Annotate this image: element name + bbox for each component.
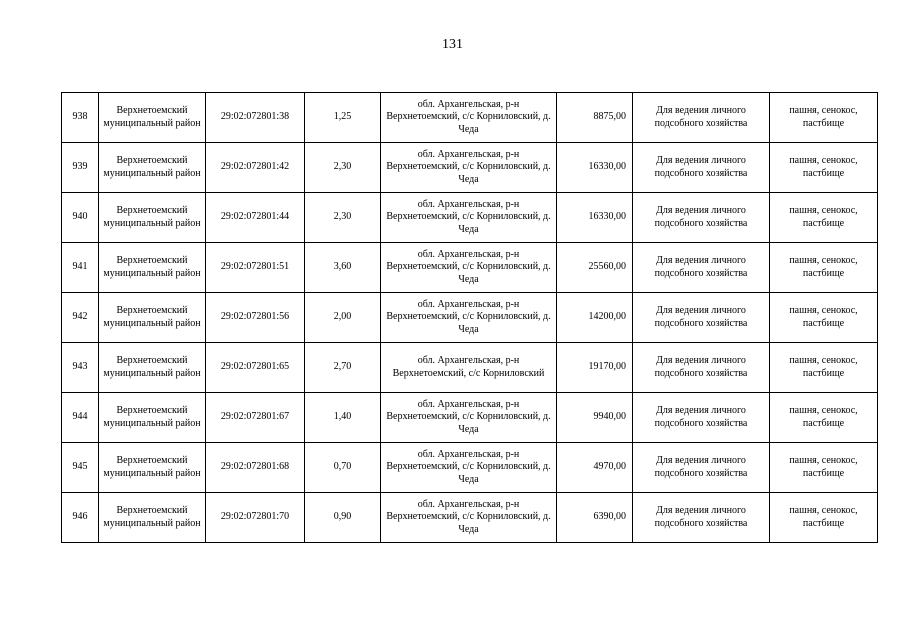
row-number-cell: 942 [62, 293, 99, 343]
district-cell: Верхнетоемский муниципальный район [99, 93, 206, 143]
address-cell: обл. Архангельская, р-н Верхнетоемский, с/с Корниловский, д. Чеда [381, 293, 557, 343]
table-row [62, 143, 878, 193]
district-cell: Верхнетоемский муниципальный район [99, 443, 206, 493]
area-cell: 1,25 [305, 93, 381, 143]
cadastral-value-cell: 6390,00 [557, 493, 633, 543]
land-category-cell: пашня, сенокос, пастбище [770, 93, 878, 143]
row-number-cell: 939 [62, 143, 99, 193]
table-row [62, 343, 878, 393]
land-category-cell: пашня, сенокос, пастбище [770, 293, 878, 343]
cadastral-value-cell: 25560,00 [557, 243, 633, 293]
cadastral-value-cell: 4970,00 [557, 443, 633, 493]
address-cell: обл. Архангельская, р-н Верхнетоемский, с/с Корниловский, д. Чеда [381, 393, 557, 443]
land-category-cell: пашня, сенокос, пастбище [770, 493, 878, 543]
page-number: 131 [442, 37, 463, 52]
area-cell: 2,70 [305, 343, 381, 393]
cadastral-value-cell: 14200,00 [557, 293, 633, 343]
area-cell: 2,30 [305, 193, 381, 243]
table-row [62, 243, 878, 293]
cadastral-number-cell: 29:02:072801:70 [206, 493, 305, 543]
table-body [62, 93, 878, 543]
address-cell: обл. Архангельская, р-н Верхнетоемский, с/с Корниловский, д. Чеда [381, 243, 557, 293]
address-cell: обл. Архангельская, р-н Верхнетоемский, с/с Корниловский, д. Чеда [381, 443, 557, 493]
cadastral-value-cell: 16330,00 [557, 143, 633, 193]
district-cell: Верхнетоемский муниципальный район [99, 293, 206, 343]
cadastral-number-cell: 29:02:072801:38 [206, 93, 305, 143]
cadastral-number-cell: 29:02:072801:44 [206, 193, 305, 243]
address-cell: обл. Архангельская, р-н Верхнетоемский, с/с Корниловский, д. Чеда [381, 193, 557, 243]
cadastral-value-cell: 19170,00 [557, 343, 633, 393]
row-number-cell: 945 [62, 443, 99, 493]
table-row [62, 493, 878, 543]
land-category-cell: пашня, сенокос, пастбище [770, 243, 878, 293]
permitted-use-cell: Для ведения личного подсобного хозяйства [633, 493, 770, 543]
land-category-cell: пашня, сенокос, пастбище [770, 193, 878, 243]
address-cell: обл. Архангельская, р-н Верхнетоемский, с/с Корниловский, д. Чеда [381, 93, 557, 143]
permitted-use-cell: Для ведения личного подсобного хозяйства [633, 393, 770, 443]
permitted-use-cell: Для ведения личного подсобного хозяйства [633, 243, 770, 293]
permitted-use-cell: Для ведения личного подсобного хозяйства [633, 293, 770, 343]
land-category-cell: пашня, сенокос, пастбище [770, 393, 878, 443]
cadastral-value-cell: 8875,00 [557, 93, 633, 143]
table-row [62, 393, 878, 443]
land-category-cell: пашня, сенокос, пастбище [770, 443, 878, 493]
area-cell: 0,90 [305, 493, 381, 543]
permitted-use-cell: Для ведения личного подсобного хозяйства [633, 443, 770, 493]
table-row [62, 293, 878, 343]
row-number-cell: 941 [62, 243, 99, 293]
cadastral-number-cell: 29:02:072801:51 [206, 243, 305, 293]
cadastral-number-cell: 29:02:072801:67 [206, 393, 305, 443]
district-cell: Верхнетоемский муниципальный район [99, 343, 206, 393]
table-row [62, 93, 878, 143]
area-cell: 2,00 [305, 293, 381, 343]
permitted-use-cell: Для ведения личного подсобного хозяйства [633, 193, 770, 243]
cadastral-number-cell: 29:02:072801:65 [206, 343, 305, 393]
permitted-use-cell: Для ведения личного подсобного хозяйства [633, 343, 770, 393]
land-category-cell: пашня, сенокос, пастбище [770, 143, 878, 193]
land-plots-table [61, 92, 878, 543]
permitted-use-cell: Для ведения личного подсобного хозяйства [633, 93, 770, 143]
district-cell: Верхнетоемский муниципальный район [99, 143, 206, 193]
district-cell: Верхнетоемский муниципальный район [99, 393, 206, 443]
address-cell: обл. Архангельская, р-н Верхнетоемский, с/с Корниловский [381, 343, 557, 393]
district-cell: Верхнетоемский муниципальный район [99, 493, 206, 543]
area-cell: 3,60 [305, 243, 381, 293]
district-cell: Верхнетоемский муниципальный район [99, 193, 206, 243]
address-cell: обл. Архангельская, р-н Верхнетоемский, с/с Корниловский, д. Чеда [381, 143, 557, 193]
cadastral-value-cell: 16330,00 [557, 193, 633, 243]
row-number-cell: 938 [62, 93, 99, 143]
area-cell: 1,40 [305, 393, 381, 443]
row-number-cell: 940 [62, 193, 99, 243]
row-number-cell: 943 [62, 343, 99, 393]
cadastral-number-cell: 29:02:072801:42 [206, 143, 305, 193]
row-number-cell: 944 [62, 393, 99, 443]
area-cell: 0,70 [305, 443, 381, 493]
cadastral-value-cell: 9940,00 [557, 393, 633, 443]
row-number-cell: 946 [62, 493, 99, 543]
table-row [62, 443, 878, 493]
cadastral-number-cell: 29:02:072801:56 [206, 293, 305, 343]
address-cell: обл. Архангельская, р-н Верхнетоемский, с/с Корниловский, д. Чеда [381, 493, 557, 543]
area-cell: 2,30 [305, 143, 381, 193]
permitted-use-cell: Для ведения личного подсобного хозяйства [633, 143, 770, 193]
land-category-cell: пашня, сенокос, пастбище [770, 343, 878, 393]
table-row [62, 193, 878, 243]
cadastral-number-cell: 29:02:072801:68 [206, 443, 305, 493]
district-cell: Верхнетоемский муниципальный район [99, 243, 206, 293]
